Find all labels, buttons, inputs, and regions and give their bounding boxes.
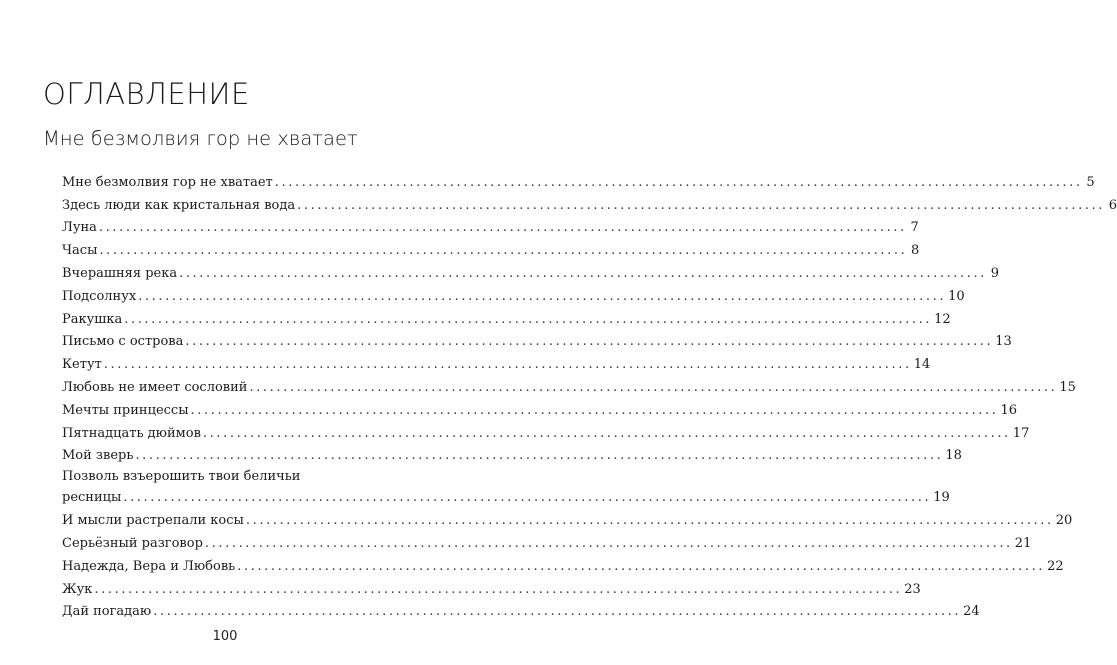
toc-entry-page: 9 [990,265,999,281]
toc-entry-page: 20 [1055,513,1073,529]
toc-entry-page: 6 [1108,197,1117,213]
toc-entry [62,283,965,306]
toc-entry-page: 23 [904,581,921,597]
toc-entry-title-continued: ресницы [62,490,122,506]
toc-entry-title: Жук [62,581,93,597]
toc-entry [62,397,1017,420]
toc-leader-dots: ........................................................................................................................ [179,265,987,281]
toc-leader-dots: ........................................................................................................................ [190,402,999,418]
toc-leader-dots: ........................................................................................................................ [237,558,1046,574]
toc-leader-dots: ........................................................................................................................ [245,513,1054,529]
toc-entry [62,599,980,622]
toc-entry-title: Подсолнух [62,288,137,304]
toc-leader-dots: ........................................................................................................................ [204,535,1013,551]
toc-entry [62,553,1064,576]
toc-entry-title: Мечты принцессы [62,402,189,418]
toc-entry [62,351,931,374]
table-of-contents [62,169,1117,621]
toc-entry-page: 7 [910,220,919,236]
toc-entry [62,329,1012,352]
toc-entry [62,576,921,599]
toc-entry-title: Дай погадаю [62,604,152,620]
toc-leader-dots: ........................................................................................................................ [202,425,1011,441]
toc-entry [62,374,1076,397]
toc-leader-dots: ........................................................................................................................ [135,448,944,464]
toc-entry-page: 24 [963,604,980,620]
toc-entry-title: Мой зверь [62,448,134,464]
toc-leader-dots: ........................................................................................................................ [94,581,903,597]
toc-entry [62,237,920,260]
toc-entry-page: 14 [913,357,931,373]
toc-leader-dots: ........................................................................................................................ [297,197,1106,213]
toc-entry-title: Пятнадцать дюймов [62,425,201,441]
toc-entry-page: 16 [1000,402,1017,418]
toc-leader-dots: ........................................................................................................................ [98,220,907,236]
toc-leader-dots: ........................................................................................................................ [153,604,962,620]
toc-entry-page: 5 [1086,174,1095,190]
toc-entry-title: Надежда, Вера и Любовь [62,558,236,574]
toc-entry-page: 13 [995,334,1012,350]
toc-leader-dots: ........................................................................................................................ [123,490,932,506]
toc-entry-title: Часы [62,243,98,259]
page-heading: ОГЛАВЛЕНИЕ [43,77,250,111]
toc-entry-page: 12 [934,311,951,327]
toc-entry-page: 18 [945,448,962,464]
toc-entry-page: 22 [1047,558,1064,574]
toc-entry-title: Луна [62,220,97,236]
toc-entry-title: Вчерашняя река [62,265,178,281]
toc-entry-title: Здесь люди как кристальная вода [62,197,296,213]
toc-entry-title: Ракушка [62,311,123,327]
toc-entry-page: 19 [933,490,950,506]
toc-entry [62,260,999,283]
toc-entry-page: 15 [1059,379,1076,395]
toc-entry [62,443,962,466]
toc-entry [62,507,1073,530]
toc-entry-page: 10 [948,288,965,304]
toc-entry-title: Мне безмолвия гор не хватает [62,174,273,190]
toc-entry-title: Любовь не имеет сословий [62,379,248,395]
toc-leader-dots: ........................................................................................................................ [124,311,933,327]
page-number: 100 [212,629,238,644]
toc-entry-page: 8 [911,243,920,259]
toc-leader-dots: ........................................................................................................................ [99,243,908,259]
toc-entry [62,192,1117,215]
toc-entry-page: 17 [1012,425,1030,441]
section-title: Мне безмолвия гор не хватает [43,127,358,150]
toc-leader-dots: ........................................................................................................................ [249,379,1058,395]
toc-entry-title: Письмо с острова [62,334,184,350]
toc-leader-dots: ........................................................................................................................ [138,288,947,304]
toc-entry [62,465,950,507]
toc-leader-dots: ........................................................................................................................ [274,174,1083,190]
toc-entry-title: Кетут [62,357,102,373]
toc-entry [62,169,1095,192]
toc-entry-page: 21 [1014,535,1032,551]
toc-leader-dots: ........................................................................................................................ [103,357,912,373]
toc-entry [62,420,1030,443]
toc-entry-title: Серьёзный разговор [62,535,203,551]
toc-leader-dots: ........................................................................................................................ [185,334,994,350]
toc-entry [62,306,951,329]
toc-entry-title: Позволь взъерошить твои беличьи [62,469,301,485]
toc-entry [62,530,1032,553]
toc-entry [62,215,919,238]
toc-entry-title: И мысли растрепали косы [62,513,244,529]
